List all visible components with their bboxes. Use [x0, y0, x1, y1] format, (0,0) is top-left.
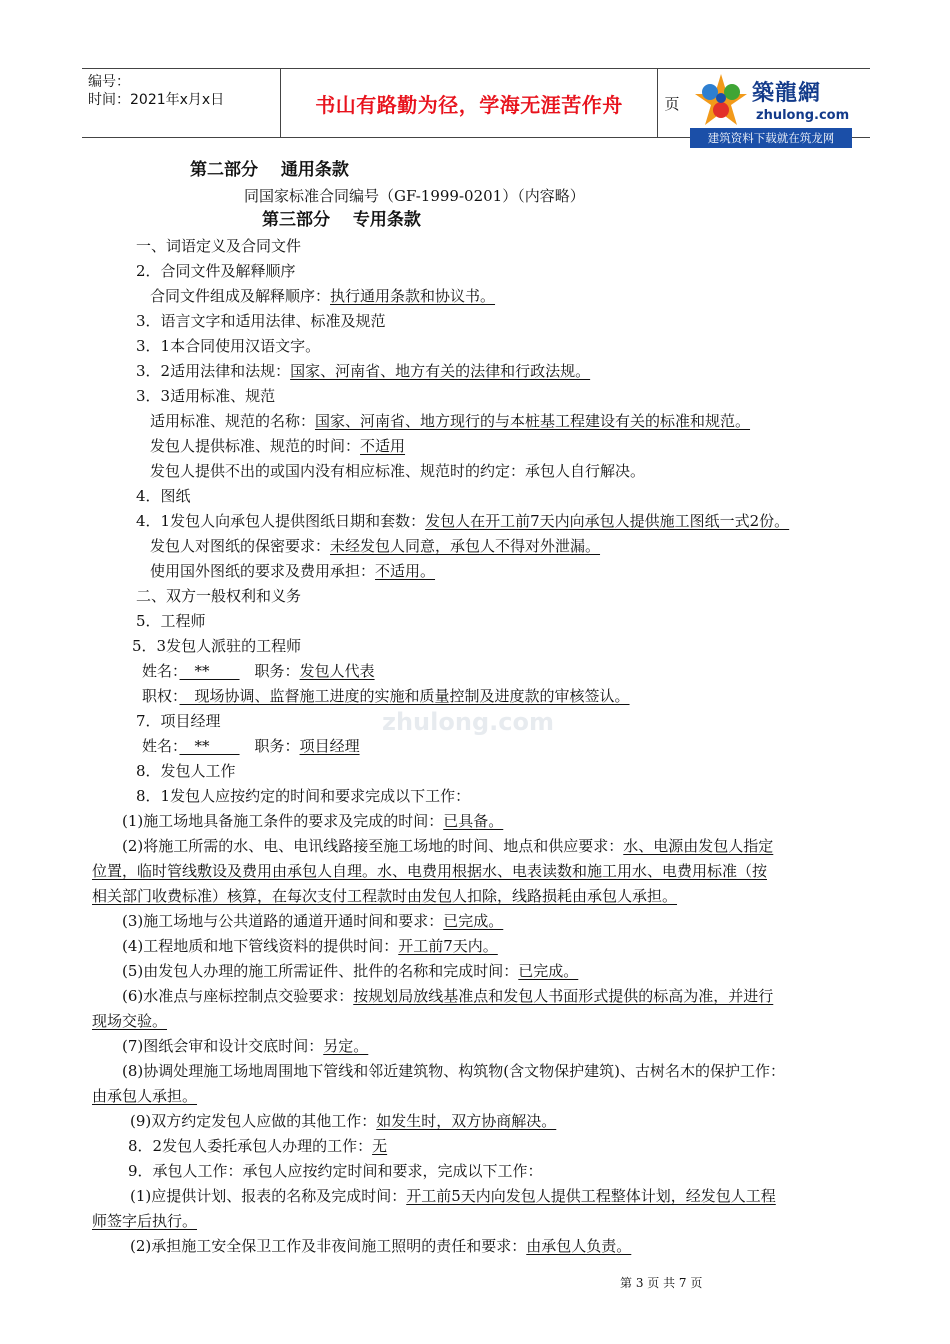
line: 二、双方一般权利和义务: [136, 587, 302, 605]
date-label: 时间：2021年x月x日: [88, 92, 225, 108]
line: 5．工程师: [136, 612, 206, 630]
line: (3)施工场地与公共道路的通道开通时间和要求：已完成。: [122, 912, 504, 930]
line: 9．承包人工作：承包人应按约定时间和要求，完成以下工作：: [128, 1162, 543, 1180]
logo-name: 築龍網: [752, 80, 822, 106]
line: 4．1发包人向承包人提供图纸日期和套数：发包人在开工前7天内向承包人提供施工图纸一式2份。: [136, 512, 790, 530]
logo-slogan: 建筑资料下载就在筑龙网: [690, 128, 852, 148]
line: 位置，临时管线敷设及费用由承包人自理。水、电费用根据水、电表读数和施工用水、电费用标准（按: [92, 862, 768, 880]
zhulong-logo: [690, 70, 850, 150]
line: 由承包人承担。: [92, 1087, 198, 1105]
line: 合同文件组成及解释顺序：执行通用条款和协议书。: [150, 287, 496, 305]
line: 5．3发包人派驻的工程师: [132, 637, 302, 655]
line: 8．发包人工作: [136, 762, 236, 780]
line: 现场交验。: [92, 1012, 168, 1030]
header-page-cell: [657, 69, 687, 137]
line: 3．语言文字和适用法律、标准及规范: [136, 312, 386, 330]
part-two-heading: 第二部分 通用条款: [190, 160, 349, 180]
line: 职权： 现场协调、监督施工进度的实施和质量控制及进度款的审核签认。: [142, 687, 630, 705]
line: 师签字后执行。: [92, 1212, 198, 1230]
logo-star-icon: [692, 72, 750, 128]
line: 一、词语定义及合同文件: [136, 237, 302, 255]
part-three-heading: 第三部分 专用条款: [262, 210, 421, 230]
line: 3．3适用标准、规范: [136, 387, 276, 405]
line: 发包人提供不出的或国内没有相应标准、规范时的约定：承包人自行解决。: [150, 462, 646, 480]
page-label: 页: [664, 94, 680, 113]
line: 2．合同文件及解释顺序: [136, 262, 296, 280]
line: 发包人对图纸的保密要求：未经发包人同意，承包人不得对外泄漏。: [150, 537, 601, 555]
number-label: 编号：: [88, 74, 130, 90]
header-motto-cell: [281, 69, 658, 137]
line: 8．1发包人应按约定的时间和要求完成以下工作：: [136, 787, 471, 805]
line: 同国家标准合同编号（GF-1999-0201）（内容略）: [244, 187, 585, 205]
line: 7．项目经理: [136, 712, 221, 730]
line: 姓名： ** 职务：项目经理: [142, 737, 360, 755]
line: 姓名： ** 职务：发包人代表: [142, 662, 375, 680]
line: (5)由发包人办理的施工所需证件、批件的名称和完成时间：已完成。: [122, 962, 579, 980]
line: 3．2适用法律和法规：国家、河南省、地方有关的法律和行政法规。: [136, 362, 591, 380]
line: 使用国外图纸的要求及费用承担：不适用。: [150, 562, 436, 580]
line: 相关部门收费标准）核算，在每次支付工程款时由发包人扣除，线路损耗由承包人承担。: [92, 887, 678, 905]
line: 发包人提供标准、规范的时间：不适用: [150, 437, 406, 455]
line: 4．图纸: [136, 487, 191, 505]
page-footer: 第 3 页 共 7 页: [620, 1276, 703, 1290]
line: 3．1本合同使用汉语文字。: [136, 337, 321, 355]
line: (1)施工场地具备施工条件的要求及完成的时间：已具备。: [122, 812, 504, 830]
line: 适用标准、规范的名称：国家、河南省、地方现行的与本桩基工程建设有关的标准和规范。: [150, 412, 751, 430]
line: (2)将施工所需的水、电、电讯线路接至施工场地的时间、地点和供应要求：水、电源由发包人指定: [122, 837, 774, 855]
line: (9)双方约定发包人应做的其他工作：如发生时，双方协商解决。: [130, 1112, 557, 1130]
motto-text: 书山有路勤为径，学海无涯苦作舟: [315, 92, 623, 117]
line: (6)水准点与座标控制点交验要求：按规划局放线基准点和发包人书面形式提供的标高为准，并进行: [122, 987, 774, 1005]
logo-domain: zhulong.com: [756, 108, 850, 123]
watermark: zhulong.com: [382, 708, 554, 736]
line: (1)应提供计划、报表的名称及完成时间：开工前5天内向发包人提供工程整体计划，经发包人工程: [130, 1187, 776, 1205]
line: (7)图纸会审和设计交底时间：另定。: [122, 1037, 369, 1055]
line: (4)工程地质和地下管线资料的提供时间：开工前7天内。: [122, 937, 498, 955]
line: (8)协调处理施工场地周围地下管线和邻近建筑物、构筑物(含文物保护建筑)、古树名木的保护工作：: [122, 1062, 785, 1080]
line: (2)承担施工安全保卫工作及非夜间施工照明的责任和要求：由承包人负责。: [130, 1237, 632, 1255]
line: 8．2发包人委托承包人办理的工作：无: [128, 1137, 388, 1155]
header-meta: [82, 69, 281, 137]
